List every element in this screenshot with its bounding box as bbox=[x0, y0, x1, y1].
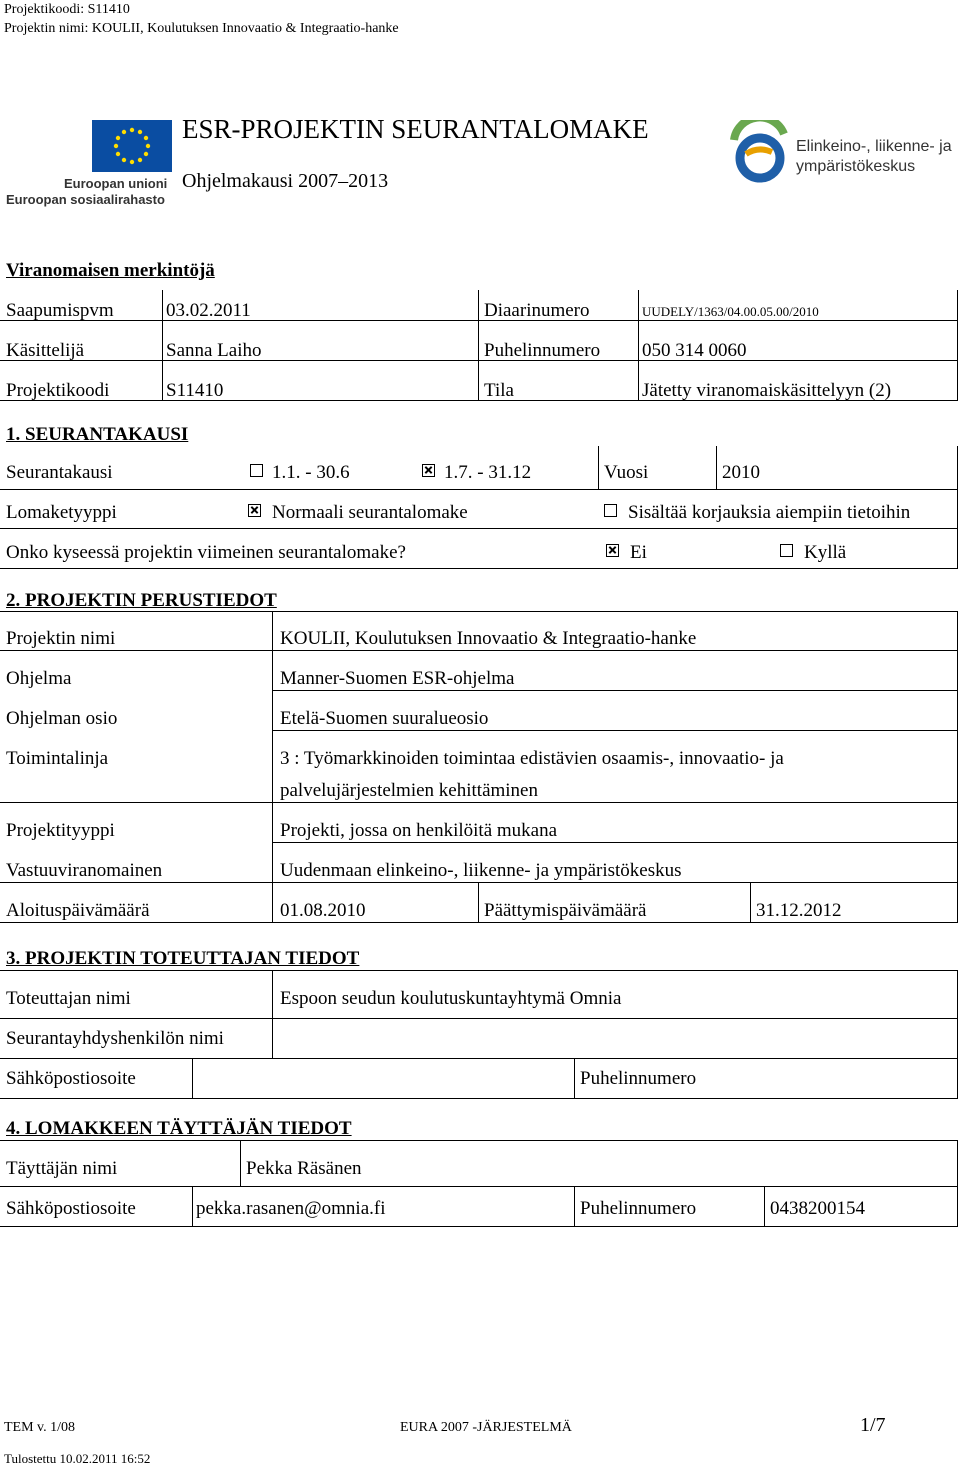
section1-heading: 1. SEURANTAKAUSI bbox=[6, 424, 189, 445]
vastuuviranomainen-value: Uudenmaan elinkeino-, liikenne- ja ympäristökeskus bbox=[280, 860, 682, 881]
tila-value: Jätetty viranomaiskäsittelyyn (2) bbox=[642, 380, 892, 401]
yhdyshenkilo-label: Seurantayhdyshenkilön nimi bbox=[6, 1028, 224, 1049]
toteuttaja-label: Toteuttajan nimi bbox=[6, 988, 131, 1009]
kasittelija-label: Käsittelijä bbox=[6, 340, 85, 361]
diaarinumero-label: Diaarinumero bbox=[484, 300, 590, 321]
korjauksia-checkbox[interactable] bbox=[604, 504, 617, 517]
aloitus-value: 01.08.2010 bbox=[280, 900, 366, 921]
footer-center: EURA 2007 -JÄRJESTELMÄ bbox=[400, 1420, 572, 1435]
header-project-code: Projektikoodi: S11410 bbox=[4, 2, 130, 17]
eu-logo bbox=[6, 118, 176, 210]
s3-sahkoposti-label: Sähköpostiosoite bbox=[6, 1068, 136, 1089]
page-number: 1/7 bbox=[860, 1414, 886, 1436]
tayttaja-value: Pekka Räsänen bbox=[246, 1158, 362, 1179]
viimeinen-label: Onko kyseessä projektin viimeinen seurantalomake? bbox=[6, 542, 406, 563]
lomaketyyppi-label: Lomaketyyppi bbox=[6, 502, 117, 523]
projektikoodi-label: Projektikoodi bbox=[6, 380, 110, 401]
period1-checkbox[interactable] bbox=[250, 464, 263, 477]
toimintalinja-value-line2: palvelujärjestelmien kehittäminen bbox=[280, 780, 538, 801]
vastuuviranomainen-label: Vastuuviranomainen bbox=[6, 860, 163, 881]
paattymis-label: Päättymispäivämäärä bbox=[484, 900, 647, 921]
diaarinumero-value: UUDELY/1363/04.00.05.00/2010 bbox=[642, 304, 819, 319]
seurantakausi-label: Seurantakausi bbox=[6, 462, 113, 483]
saapumispvm-label: Saapumispvm bbox=[6, 300, 114, 321]
normaali-label: Normaali seurantalomake bbox=[272, 502, 468, 523]
period2-checkbox[interactable] bbox=[422, 464, 435, 477]
authority-phone-value: 050 314 0060 bbox=[642, 340, 747, 361]
vuosi-label: Vuosi bbox=[604, 462, 649, 483]
projektin-nimi-value: KOULII, Koulutuksen Innovaatio & Integraatio-hanke bbox=[280, 628, 697, 649]
projektin-nimi-label: Projektin nimi bbox=[6, 628, 116, 649]
section2-heading: 2. PROJEKTIN PERUSTIEDOT bbox=[6, 590, 277, 611]
ohjelma-value: Manner-Suomen ESR-ohjelma bbox=[280, 668, 515, 689]
korjauksia-label: Sisältää korjauksia aiempiin tietoihin bbox=[628, 502, 911, 523]
saapumispvm-value: 03.02.2011 bbox=[166, 300, 251, 321]
ely-emblem-icon bbox=[728, 120, 792, 184]
eu-logo-line1: Euroopan unioni bbox=[64, 176, 168, 191]
ely-logo-line1: Elinkeino-, liikenne- ja bbox=[796, 138, 952, 155]
s4-puhelin-label: Puhelinnumero bbox=[580, 1198, 697, 1219]
kasittelija-value: Sanna Laiho bbox=[166, 340, 262, 361]
vuosi-value: 2010 bbox=[722, 462, 760, 483]
aloitus-label: Aloituspäivämäärä bbox=[6, 900, 150, 921]
toimintalinja-value: 3 : Työmarkkinoiden toimintaa edistävien osaamis-, innovaatio- ja bbox=[280, 748, 784, 769]
section3-heading: 3. PROJEKTIN TOTEUTTAJAN TIEDOT bbox=[6, 948, 360, 969]
authority-heading: Viranomaisen merkintöjä bbox=[6, 260, 215, 281]
toteuttaja-value: Espoon seudun koulutuskuntayhtymä Omnia bbox=[280, 988, 622, 1009]
header-project-name: Projektin nimi: KOULII, Koulutuksen Innovaatio & Integraatio-hanke bbox=[4, 21, 399, 36]
section4-heading: 4. LOMAKKEEN TÄYTTÄJÄN TIEDOT bbox=[6, 1118, 352, 1139]
tila-label: Tila bbox=[484, 380, 514, 401]
authority-phone-label: Puhelinnumero bbox=[484, 340, 601, 361]
projektityyppi-label: Projektityyppi bbox=[6, 820, 115, 841]
toimintalinja-label: Toimintalinja bbox=[6, 748, 109, 769]
kylla-label: Kyllä bbox=[804, 542, 847, 563]
ei-checkbox[interactable] bbox=[606, 544, 619, 557]
page-subtitle: Ohjelmakausi 2007–2013 bbox=[182, 170, 389, 192]
ely-logo-line2: ympäristökeskus bbox=[796, 158, 916, 175]
ohjelma-label: Ohjelma bbox=[6, 668, 72, 689]
s3-puhelin-label: Puhelinnumero bbox=[580, 1068, 697, 1089]
s4-sahkoposti-label: Sähköpostiosoite bbox=[6, 1198, 136, 1219]
ei-label: Ei bbox=[630, 542, 647, 563]
printed-timestamp: Tulostettu 10.02.2011 16:52 bbox=[4, 1451, 151, 1466]
period2-label: 1.7. - 31.12 bbox=[444, 462, 532, 483]
period1-label: 1.1. - 30.6 bbox=[272, 462, 350, 483]
normaali-checkbox[interactable] bbox=[248, 504, 261, 517]
ohjelman-osio-label: Ohjelman osio bbox=[6, 708, 118, 729]
footer-left: TEM v. 1/08 bbox=[4, 1420, 76, 1435]
s4-puhelin-value: 0438200154 bbox=[770, 1198, 865, 1219]
eu-logo-line2: Euroopan sosiaalirahasto bbox=[6, 192, 165, 207]
tayttaja-label: Täyttäjän nimi bbox=[6, 1158, 118, 1179]
projektikoodi-value: S11410 bbox=[166, 380, 224, 401]
s4-sahkoposti-value: pekka.rasanen@omnia.fi bbox=[196, 1198, 386, 1219]
ely-logo bbox=[728, 120, 960, 184]
projektityyppi-value: Projekti, jossa on henkilöitä mukana bbox=[280, 820, 558, 841]
kylla-checkbox[interactable] bbox=[780, 544, 793, 557]
page-title: ESR-PROJEKTIN SEURANTALOMAKE bbox=[182, 114, 649, 144]
paattymis-value: 31.12.2012 bbox=[756, 900, 842, 921]
ohjelman-osio-value: Etelä-Suomen suuralueosio bbox=[280, 708, 489, 729]
